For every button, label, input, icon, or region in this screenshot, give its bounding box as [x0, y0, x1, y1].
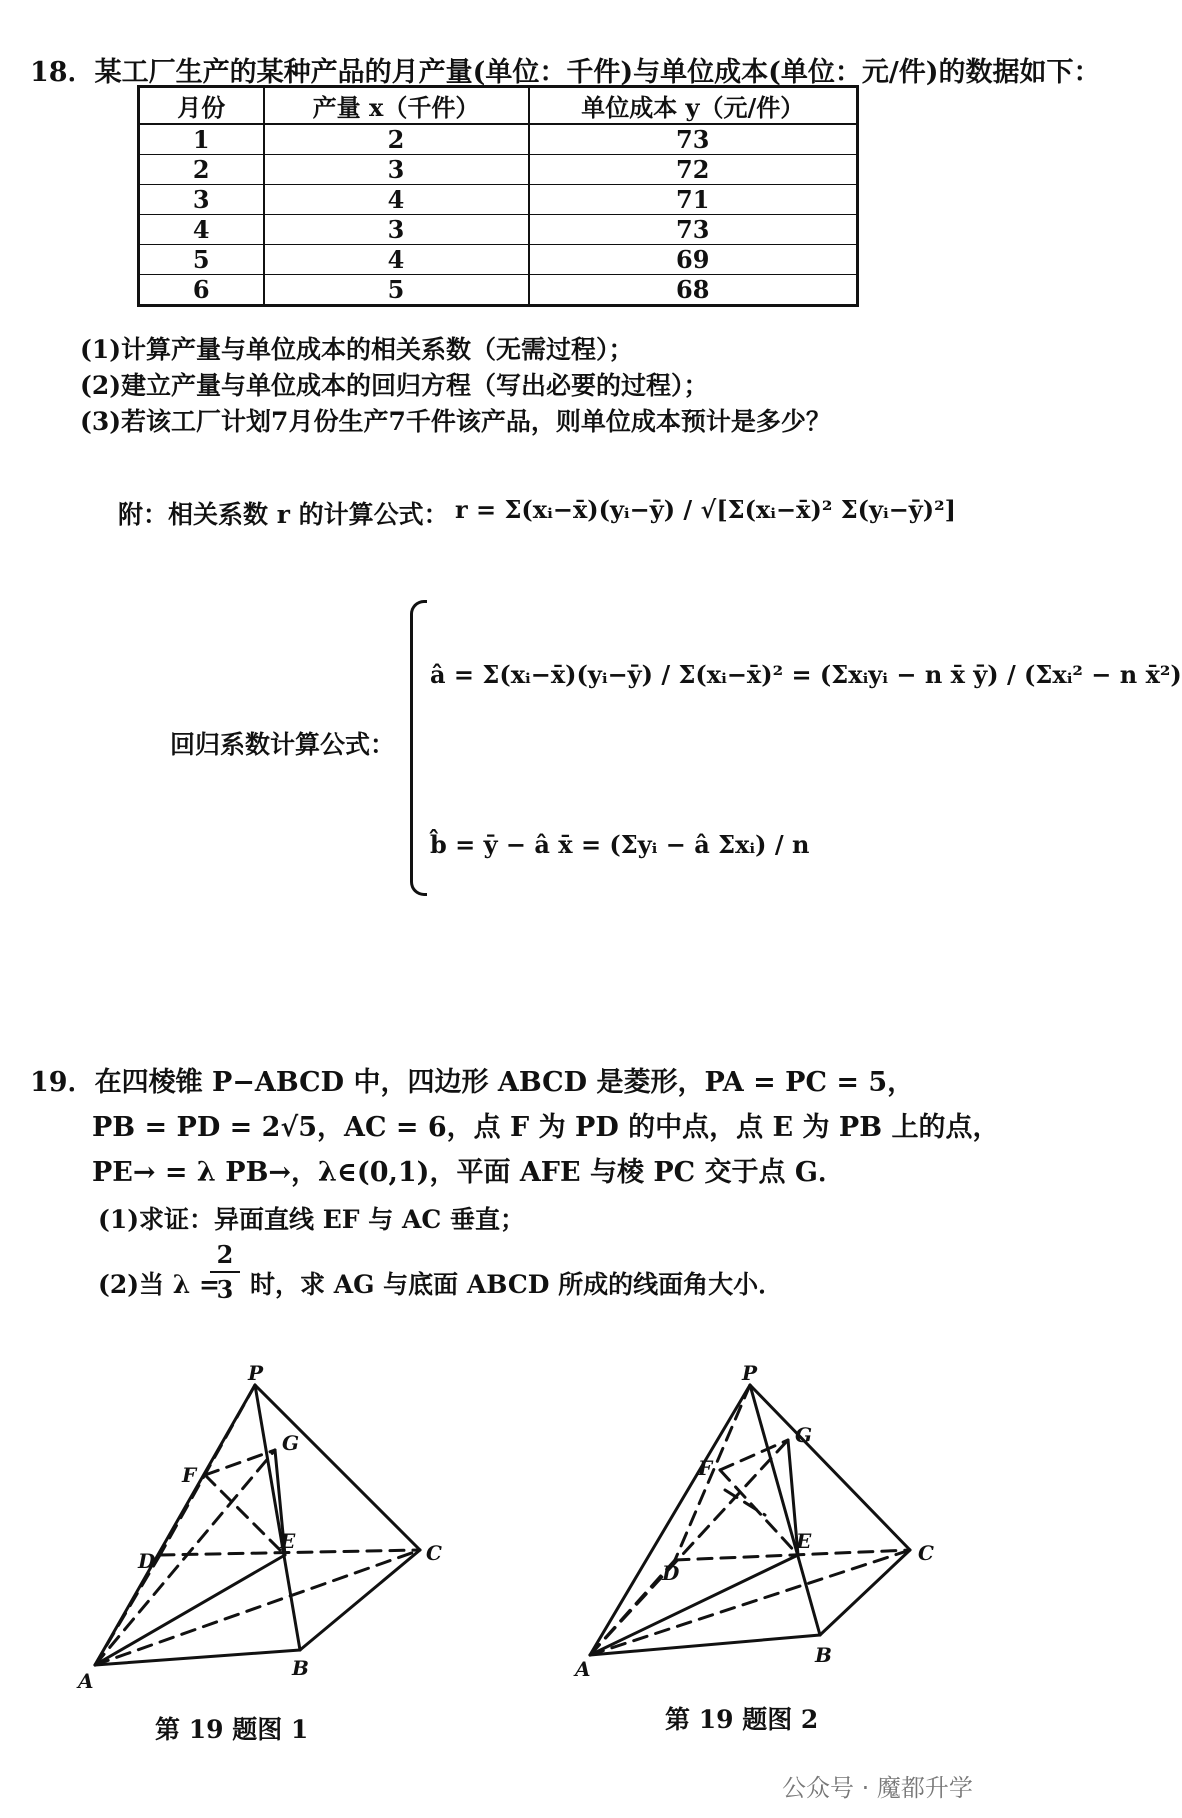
q19-line1: 19．在四棱锥 P−ABCD 中，四边形 ABCD 是菱形，PA = PC = 5，	[30, 1067, 915, 1098]
q18-title: 18．某工厂生产的某种产品的月产量(单位：千件)与单位成本(单位：元/件)的数据如下：	[30, 57, 1101, 88]
label-F: F	[182, 1463, 197, 1487]
cell: 1	[139, 124, 264, 155]
label-A: A	[78, 1669, 94, 1693]
edge-AB	[95, 1650, 300, 1665]
formula-r-label: 附：相关系数 r 的计算公式：	[118, 500, 449, 529]
label-D: D	[662, 1561, 680, 1585]
cell: 3	[264, 155, 529, 185]
formula-r: r = Σ(xᵢ−x̄)(yᵢ−ȳ) / √[Σ(xᵢ−x̄)² Σ(yᵢ−ȳ)²]	[455, 495, 956, 524]
fraction-bar	[210, 1271, 240, 1273]
q18-part3: (3)若该工厂计划7月份生产7千件该产品，则单位成本预计是多少？	[80, 407, 831, 436]
cell: 4	[264, 185, 529, 215]
pyramid-figure-1	[70, 1361, 460, 1700]
fraction-denominator: 3	[216, 1275, 234, 1304]
table-header-output: 产量 x（千件）	[264, 87, 529, 125]
edge-PD	[675, 1385, 750, 1560]
table-row	[139, 124, 858, 155]
table-header-cost: 单位成本 y（元/件）	[529, 87, 858, 125]
label-E: E	[796, 1529, 812, 1553]
table-header-month: 月份	[139, 87, 264, 125]
q19-part2-pre: (2)当 λ =	[98, 1270, 220, 1299]
cell: 4	[139, 215, 264, 245]
label-G: G	[282, 1431, 300, 1455]
data-table	[137, 85, 859, 307]
label-P: P	[248, 1361, 264, 1385]
label-P: P	[742, 1361, 758, 1385]
figure-1-caption: 第 19 题图 1	[155, 1715, 309, 1744]
line-AE	[95, 1555, 285, 1665]
edge-BC	[300, 1550, 420, 1650]
cell: 73	[529, 124, 858, 155]
label-C: C	[918, 1541, 934, 1565]
cell: 71	[529, 185, 858, 215]
q19-part1: (1)求证：异面直线 EF 与 AC 垂直；	[98, 1205, 525, 1234]
formula-reg-label: 回归系数计算公式：	[170, 730, 396, 759]
cell: 72	[529, 155, 858, 185]
q19-part2-fraction	[210, 1240, 240, 1304]
cell: 3	[139, 185, 264, 215]
cell: 68	[529, 275, 858, 306]
cell: 69	[529, 245, 858, 275]
cell: 5	[139, 245, 264, 275]
cell: 4	[264, 245, 529, 275]
label-G: G	[795, 1423, 813, 1447]
q18-part2: (2)建立产量与单位成本的回归方程（写出必要的过程）；	[80, 371, 709, 400]
q19-line2: PB = PD = 2√5，AC = 6，点 F 为 PD 的中点，点 E 为 PB 上的点，	[92, 1112, 1000, 1143]
line-FG	[720, 1440, 788, 1470]
q19-line3: PE→ = λ PB→，λ∈(0,1)，平面 AFE 与棱 PC 交于点 G．	[92, 1157, 845, 1188]
table-row	[139, 215, 858, 245]
edge-PA	[590, 1385, 750, 1655]
cell: 5	[264, 275, 529, 306]
cell: 3	[264, 215, 529, 245]
label-A: A	[575, 1657, 591, 1681]
q18-part1: (1)计算产量与单位成本的相关系数（无需过程）；	[80, 335, 634, 364]
edge-BC	[820, 1550, 910, 1635]
figure-2-caption: 第 19 题图 2	[665, 1705, 819, 1734]
label-D: D	[138, 1549, 156, 1573]
table-row	[139, 275, 858, 306]
pyramid-figure-2	[570, 1361, 960, 1690]
fraction-numerator: 2	[216, 1240, 234, 1269]
label-F: F	[698, 1456, 713, 1480]
label-C: C	[426, 1541, 442, 1565]
watermark: 公众号 · 魔都升学	[782, 1774, 973, 1802]
label-B: B	[815, 1643, 832, 1667]
label-B: B	[292, 1656, 309, 1680]
cell: 6	[139, 275, 264, 306]
label-E: E	[280, 1529, 296, 1553]
brace	[410, 600, 427, 896]
cell: 2	[139, 155, 264, 185]
cell: 2	[264, 124, 529, 155]
formula-b: b̂ = ȳ − â x̄ = (Σyᵢ − â Σxᵢ) / n	[430, 830, 810, 859]
q19-part2-post: 时，求 AG 与底面 ABCD 所成的线面角大小．	[250, 1270, 784, 1299]
table-row	[139, 185, 858, 215]
formula-a: â = Σ(xᵢ−x̄)(yᵢ−ȳ) / Σ(xᵢ−x̄)² = (Σxᵢyᵢ − n x̄ ȳ) / (Σxᵢ² − n x̄²)	[430, 660, 1182, 689]
cell: 73	[529, 215, 858, 245]
table-row	[139, 155, 858, 185]
table-row	[139, 245, 858, 275]
